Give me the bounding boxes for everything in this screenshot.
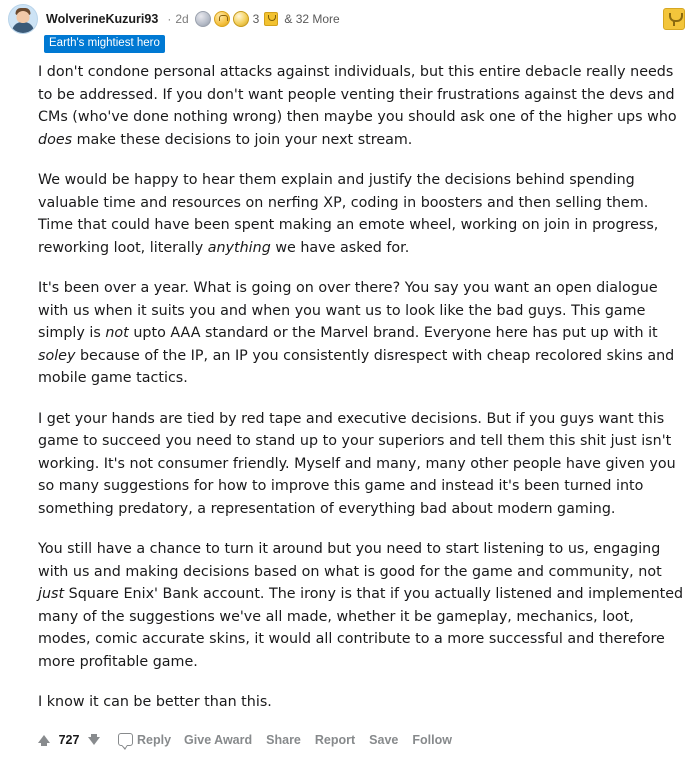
comment-paragraph [38, 169, 685, 259]
emphasized-text: does [38, 131, 73, 148]
text-run: I know it can be better than this. [38, 694, 272, 710]
text-run: make these decisions to join your next stream. [72, 131, 413, 148]
comment-author[interactable]: WolverineKuzuri93 [46, 12, 159, 26]
report-button[interactable]: Report [314, 732, 356, 747]
comment-paragraph [38, 408, 685, 521]
comment-paragraph [38, 538, 685, 673]
user-flair: Earth's mightiest hero [44, 35, 165, 53]
emphasized-text: not [105, 325, 129, 341]
vote-group [36, 732, 102, 748]
award-more-label[interactable]: & 32 More [284, 12, 340, 26]
award-list [195, 11, 340, 27]
emphasized-text: just [38, 586, 65, 602]
comment-bubble-icon [118, 733, 133, 746]
award-count: 3 [252, 12, 260, 26]
platinum-award-icon[interactable] [233, 11, 249, 27]
avatar[interactable] [8, 4, 38, 34]
text-run: we have asked for. [270, 239, 410, 256]
text-run: Square Enix' Bank account. The irony is that if you actually listened and implemented many of the suggestions we've all made, whether it be gameplay, mechanics, loot, modes, comic accurate skins, it would all contribute to a more successful and therefore more profitable game. [38, 586, 684, 670]
downvote-icon[interactable] [86, 732, 102, 748]
flair-row [0, 30, 695, 53]
comment-body [0, 53, 695, 714]
text-run: upto AAA standard or the Marvel brand. Everyone here has put up with it [128, 325, 658, 341]
trophy-award-icon[interactable] [264, 12, 278, 26]
header-separator: · [167, 12, 172, 26]
text-run: I get your hands are tied by red tape and executive decisions. But if you guys want this game to succeed you need to stand up to your superiors and tell them this shit just isn't working. It's not consumer friendly. Myself and many, many other people have given you so many suggestions for how to improve this game and instead it's been turned into something predatory, a representation of everything bad about modern gaming. [38, 410, 676, 517]
reply-button[interactable] [114, 730, 175, 750]
give-award-button[interactable]: Give Award [184, 732, 253, 747]
text-run: It's been over a year. What is going on over there? You say you want an open dialogue with us when it suits you and when you want us to look like the bad guys. This game simply is [38, 280, 658, 341]
comment-paragraph [38, 277, 685, 390]
save-button[interactable]: Save [369, 732, 399, 747]
vote-score: 727 [58, 732, 80, 747]
text-run: You still have a chance to turn it around but you need to start listening to us, engaging with us and making decisions based on what is good for the game and community, not [38, 541, 662, 580]
give-award-icon[interactable] [663, 8, 685, 30]
comment-paragraph [38, 61, 685, 151]
comment-paragraph [38, 691, 685, 714]
avatar-face [17, 11, 30, 23]
comment-timestamp: 2d [175, 12, 189, 26]
text-run: because of the IP, an IP you consistently disrespect with cheap recolored skins and mobile game tactics. [38, 347, 675, 386]
emphasized-text: anything [207, 239, 271, 256]
upvote-icon[interactable] [36, 732, 52, 748]
avatar-body [12, 22, 34, 33]
comment-header [0, 8, 695, 30]
follow-button[interactable]: Follow [412, 732, 452, 747]
share-button[interactable]: Share [266, 732, 301, 747]
text-run: I don't condone personal attacks against individuals, but this entire debacle really needs to be addressed. If you don't want people venting their frustrations against the devs and CMs (who've done nothing wrong) then maybe you should ask one of the higher ups who [38, 64, 677, 125]
gold-award-icon[interactable] [214, 11, 230, 27]
comment-actions [0, 724, 695, 760]
emphasized-text: soley [38, 347, 76, 364]
reply-label: Reply [137, 732, 172, 747]
silver-award-icon[interactable] [195, 11, 211, 27]
text-run: We would be happy to hear them explain and justify the decisions behind spending valuable time and resources on nerfing XP, coding in boosters and then selling them. Time that could have been spent making an emote wheel, working on join in progress, reworking loot, literally [38, 172, 659, 256]
